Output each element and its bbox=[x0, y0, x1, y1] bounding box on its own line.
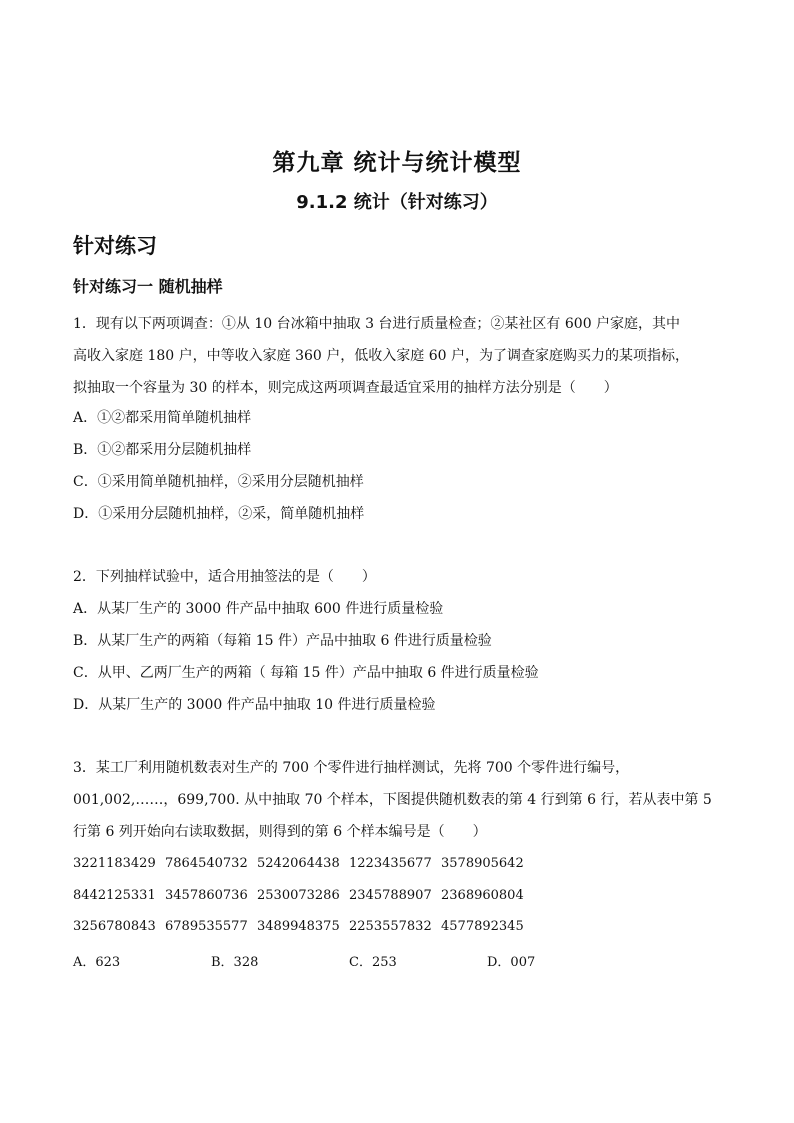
q1-stem-line: 1．现有以下两项调查：①从 10 台冰箱中抽取 3 台进行质量检查；②某社区有 600 户家庭，其中 bbox=[73, 316, 681, 332]
random-table-cell: 8442125331 bbox=[73, 888, 156, 903]
q2-option-a: A．从某厂生产的 3000 件产品中抽取 600 件进行质量检验 bbox=[73, 601, 444, 617]
random-table-cell: 4577892345 bbox=[441, 919, 524, 934]
q1-stem-line: 拟抽取一个容量为 30 的样本，则完成这两项调查最适宜采用的抽样方法分别是（ ） bbox=[73, 380, 618, 396]
chapter-title: 第九章 统计与统计模型 bbox=[272, 150, 522, 176]
random-table-cell: 2253557832 bbox=[349, 919, 432, 934]
q1-option-b: B．①②都采用分层随机抽样 bbox=[73, 442, 252, 458]
q3-option-b: B．328 bbox=[211, 955, 259, 970]
q1-option-a: A．①②都采用简单随机抽样 bbox=[73, 410, 252, 426]
random-table-cell: 2368960804 bbox=[441, 888, 524, 903]
q3-option-a: A．623 bbox=[73, 955, 121, 970]
random-table-cell: 2530073286 bbox=[257, 888, 340, 903]
random-table-cell: 6789535577 bbox=[165, 919, 248, 934]
random-table-cell: 7864540732 bbox=[165, 856, 248, 871]
random-table-cell: 3221183429 bbox=[73, 856, 156, 871]
random-table-row bbox=[73, 919, 533, 934]
random-table-cell: 1223435677 bbox=[349, 856, 432, 871]
section-title: 9.1.2 统计（针对练习） bbox=[296, 192, 498, 213]
random-table-cell: 5242064438 bbox=[257, 856, 340, 871]
q3-option-d: D．007 bbox=[487, 955, 536, 970]
random-table-cell: 3457860736 bbox=[165, 888, 248, 903]
random-table-cell: 3489948375 bbox=[257, 919, 340, 934]
q3-stem-line: 3．某工厂利用随机数表对生产的 700 个零件进行抽样测试，先将 700 个零件进行编号， bbox=[73, 760, 630, 776]
q2-option-c: C．从甲、乙两厂生产的两箱（ 每箱 15 件）产品中抽取 6 件进行质量检验 bbox=[73, 665, 539, 681]
subheading: 针对练习一 随机抽样 bbox=[73, 277, 223, 296]
q3-options bbox=[73, 951, 625, 970]
q3-stem-line: 001,002,……，699,700. 从中抽取 70 个样本，下图提供随机数表的第 4 行到第 6 行，若从表中第 5 bbox=[73, 792, 712, 808]
random-table-cell: 2345788907 bbox=[349, 888, 432, 903]
q3-option-c: C．253 bbox=[349, 955, 397, 970]
q1-option-d: D．①采用分层随机抽样，②采，简单随机抽样 bbox=[73, 506, 365, 522]
q2-stem: 2．下列抽样试验中，适合用抽签法的是（ ） bbox=[73, 569, 376, 585]
random-table-row bbox=[73, 856, 533, 871]
q2-option-b: B．从某厂生产的两箱（每箱 15 件）产品中抽取 6 件进行质量检验 bbox=[73, 633, 492, 649]
random-table-cell: 3578905642 bbox=[441, 856, 524, 871]
heading: 针对练习 bbox=[73, 234, 157, 258]
q2-option-d: D．从某厂生产的 3000 件产品中抽取 10 件进行质量检验 bbox=[73, 697, 436, 713]
random-table-cell: 3256780843 bbox=[73, 919, 156, 934]
random-table-row bbox=[73, 888, 533, 903]
q1-option-c: C．①采用简单随机抽样，②采用分层随机抽样 bbox=[73, 474, 364, 490]
q1-stem-line: 高收入家庭 180 户，中等收入家庭 360 户，低收入家庭 60 户，为了调查家庭购买力的某项指标， bbox=[73, 348, 689, 364]
q3-stem-line: 行第 6 列开始向右读取数据，则得到的第 6 个样本编号是（ ） bbox=[73, 824, 487, 840]
